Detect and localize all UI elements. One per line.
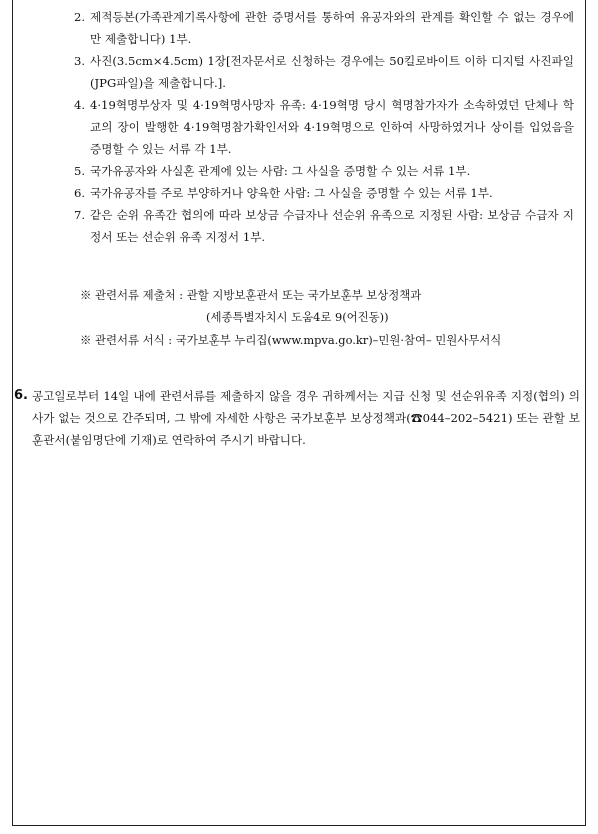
item-text: 사진(3.5cm×4.5cm) 1장[전자문서로 신청하는 경우에는 50킬로바이트 이하 디지털 사진파일(JPG파일)을 제출합니다.]. — [90, 54, 574, 90]
section-text: 공고일로부터 14일 내에 관련서류를 제출하지 않을 경우 귀하께서는 지급 신청 및 선순위유족 지정(협의) 의사가 없는 것으로 간주되며, 그 밖에 자세한 사항은 국가보훈부 보상정책과(☎044–202–5421) 또는 관할 보훈관서(붙임명단에 기재)로 연락하여 주시기 바랍니다. — [32, 389, 580, 447]
item-number: 6. — [74, 186, 86, 200]
item-text: 국가유공자를 주로 부양하거나 양육한 사람: 그 사실을 증명할 수 있는 서류 1부. — [90, 186, 493, 200]
item-number: 7. — [74, 208, 86, 222]
section-6 — [14, 385, 580, 451]
item-text: 제적등본(가족관계기록사항에 관한 증명서를 통하여 유공자와의 관계를 확인할 수 없는 경우에만 제출합니다) 1부. — [90, 10, 574, 46]
list-item — [74, 182, 574, 204]
item-text: 같은 순위 유족간 협의에 따라 보상금 수급자나 선순위 유족으로 지정된 사람: 보상금 수급자 지정서 또는 선순위 유족 지정서 1부. — [90, 208, 574, 244]
section-number: 6. — [14, 388, 28, 403]
forms-note: ※ 관련서류 서식 : 국가보훈부 누리집(www.mpva.go.kr)–민원·참여– 민원사무서식 — [80, 333, 502, 347]
list-item — [74, 204, 574, 248]
list-item — [74, 50, 574, 94]
list-item — [74, 94, 574, 160]
item-text: 국가유공자와 사실혼 관계에 있는 사람: 그 사실을 증명할 수 있는 서류 1부. — [90, 164, 471, 178]
list-item — [74, 160, 574, 182]
item-number: 2. — [74, 10, 86, 24]
required-documents-list — [74, 6, 574, 248]
item-number: 3. — [74, 54, 86, 68]
submit-to-address: (세종특별자치시 도움4로 9(어진동)) — [206, 310, 389, 324]
item-number: 4. — [74, 98, 86, 112]
submit-to-note: ※ 관련서류 제출처 : 관할 지방보훈관서 또는 국가보훈부 보상정책과 — [80, 288, 422, 302]
list-item — [74, 6, 574, 50]
item-text: 4·19혁명부상자 및 4·19혁명사망자 유족: 4·19혁명 당시 혁명참가자가 소속하였던 단체나 학교의 장이 발행한 4·19혁명참가확인서와 4·19혁명으로 인하여 사망하였거나 상이를 입었음을 증명할 수 있는 서류 각 1부. — [90, 98, 574, 156]
item-number: 5. — [74, 164, 86, 178]
